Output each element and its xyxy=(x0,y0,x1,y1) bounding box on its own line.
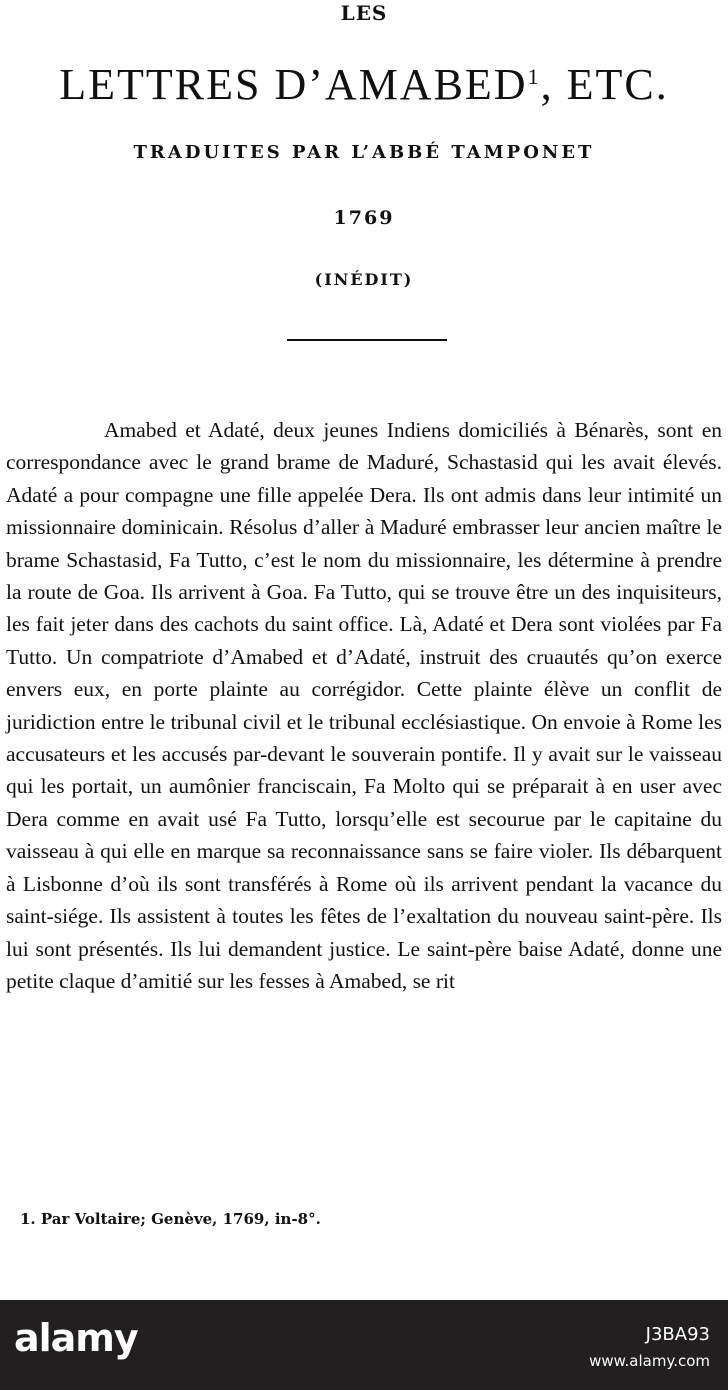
inedit-label: (INÉDIT) xyxy=(314,270,414,289)
alamy-logo: alamy xyxy=(14,1316,138,1360)
footnote: 1. Par Voltaire; Genève, 1769, in-8°. xyxy=(20,1210,321,1228)
title-suffix: , ETC. xyxy=(540,60,669,109)
image-id: J3BA93 xyxy=(645,1324,710,1345)
heading-les: LES xyxy=(340,1,388,25)
footnote-marker: 1 xyxy=(527,64,541,89)
watermark-banner xyxy=(0,1300,728,1390)
divider xyxy=(287,339,447,341)
year: 1769 xyxy=(333,207,395,229)
title-text: LETTRES D’AMABED xyxy=(59,60,528,109)
site-url: www.alamy.com xyxy=(589,1352,710,1370)
subtitle: TRADUITES PAR L’ABBÉ TAMPONET xyxy=(133,142,595,163)
page-title xyxy=(0,58,728,112)
body-paragraph: Amabed et Adaté, deux jeunes Indiens domiciliés à Bénarès, sont en correspondance avec le grand brame de Maduré, Schastasid qui les avait élevés. Adaté a pour compagne une fille appelée Dera. Ils ont admis dans leur intimité un missionnaire dominicain. Résolus d’aller à Maduré embrasser leur ancien maître le brame Schastasid, Fa Tutto, c’est le nom du missionnaire, les détermine à prendre la route de Goa. Ils arrivent à Goa. Fa Tutto, qui se trouve être un des inquisiteurs, les fait jeter dans des cachots du saint office. Là, Adaté et Dera sont violées par Fa Tutto. Un compatriote d’Amabed et d’Adaté, instruit des cruautés qu’on exerce envers eux, en porte plainte au corrégidor. Cette plainte élève un conflit de juridiction entre le tribunal civil et le tribunal ecclésiastique. On envoie à Rome les accusateurs et les accusés par-devant le souverain pontife. Il y avait sur le vaisseau qui les portait, un aumônier franciscain, Fa Molto qui se préparait à en user avec Dera comme en avait usé Fa Tutto, lorsqu’elle est secourue par le capitaine du vaisseau à qui elle en marque sa reconnaissance sans se faire violer. Ils débarquent à Lisbonne d’où ils sont transférés à Rome où ils arrivent pendant la vacance du saint-siége. Ils assistent à toutes les fêtes de l’exaltation du nouveau saint-père. Ils lui sont présentés. Ils lui demandent justice. Le saint-père baise Adaté, donne une petite claque d’amitié sur les fesses à Amabed, se rit xyxy=(6,418,722,993)
body-text xyxy=(6,414,722,997)
